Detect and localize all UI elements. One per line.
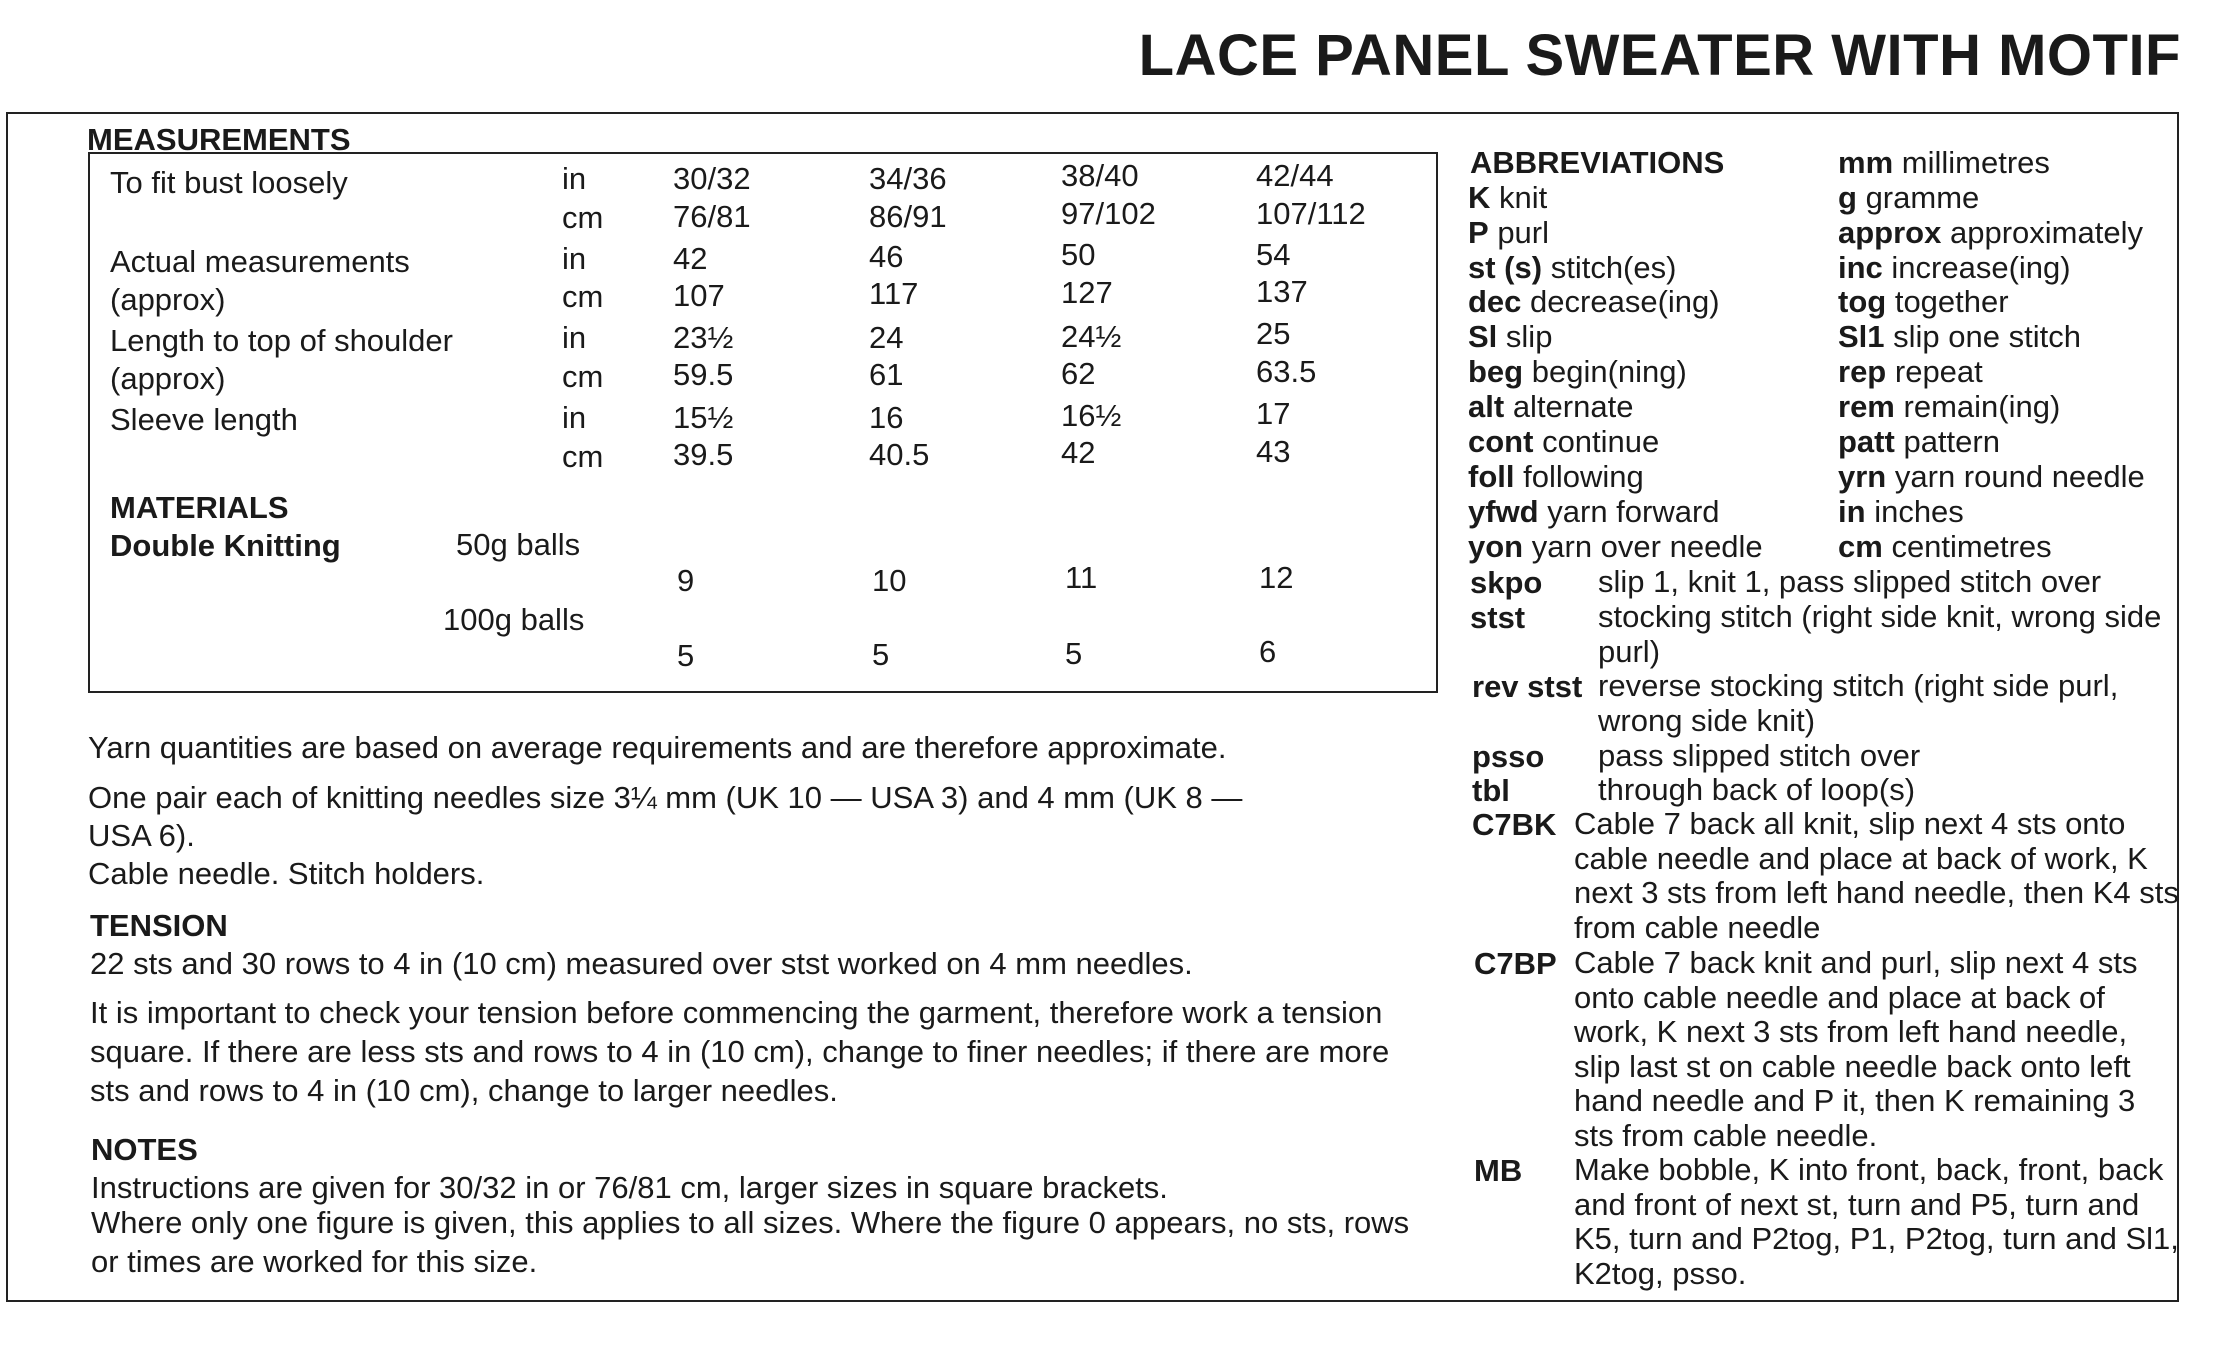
- meas-value: 86/91: [869, 199, 947, 234]
- tension-paragraph: It is important to check your tension before commencing the garment, therefore work a tension square. If there are less sts and rows to 4 in (10 cm), change to finer needles; if there are more sts and rows to 4 in (10 cm), change to larger needles.: [90, 995, 1390, 1108]
- meas-value: 24½: [1061, 319, 1122, 354]
- abbr-item: foll following: [1468, 459, 1644, 494]
- abbr-item: dec decrease(ing): [1468, 284, 1720, 319]
- abbr-item: mm millimetres: [1838, 145, 2050, 180]
- notes-heading: NOTES: [91, 1132, 198, 1167]
- meas-value: 17: [1256, 396, 1291, 431]
- meas-label: (approx): [110, 361, 226, 396]
- meas-unit: in: [562, 320, 587, 355]
- needles-line: One pair each of knitting needles size 3¼ mm (UK 10 — USA 3) and 4 mm (UK 8 —: [88, 780, 1243, 815]
- tension-line: 22 sts and 30 rows to 4 in (10 cm) measured over stst worked on 4 mm needles.: [90, 946, 1193, 981]
- meas-value: 16: [869, 400, 904, 435]
- balls-value: 5: [872, 637, 890, 672]
- meas-value: 42/44: [1256, 158, 1334, 193]
- meas-unit: in: [562, 161, 587, 196]
- meas-value: 24: [869, 320, 904, 355]
- meas-value: 107/112: [1256, 196, 1366, 231]
- meas-value: 43: [1256, 434, 1291, 469]
- meas-value: 137: [1256, 274, 1308, 309]
- def-text: reverse stocking stitch (right side purl, wrong side knit): [1598, 668, 2119, 738]
- balls-value: 12: [1259, 560, 1294, 595]
- meas-value: 107: [673, 278, 725, 313]
- abbr-item: beg begin(ning): [1468, 354, 1687, 389]
- meas-value: 50: [1061, 237, 1096, 272]
- balls-label: 50g balls: [456, 527, 581, 562]
- meas-label: Length to top of shoulder: [110, 323, 453, 358]
- meas-unit: cm: [562, 279, 604, 314]
- meas-value: 42: [673, 241, 708, 276]
- abbr-item: alt alternate: [1468, 389, 1634, 424]
- meas-label: (approx): [110, 282, 226, 317]
- meas-value: 25: [1256, 316, 1291, 351]
- meas-value: 46: [869, 239, 904, 274]
- meas-value: 23½: [673, 320, 734, 355]
- abbr-item: yfwd yarn forward: [1468, 494, 1720, 529]
- meas-value: 127: [1061, 275, 1113, 310]
- meas-unit: cm: [562, 200, 604, 235]
- meas-value: 97/102: [1061, 196, 1156, 231]
- balls-value: 6: [1259, 634, 1277, 669]
- abbr-item: st (s) stitch(es): [1468, 250, 1677, 285]
- meas-value: 76/81: [673, 199, 751, 234]
- abbr-item: tog together: [1838, 284, 2009, 319]
- meas-value: 117: [869, 276, 919, 311]
- notes-line: Instructions are given for 30/32 in or 76/81 cm, larger sizes in square brackets.: [91, 1170, 1168, 1205]
- def-key: stst: [1470, 600, 1526, 635]
- abbreviations-heading: ABBREVIATIONS: [1470, 145, 1725, 180]
- def-text: stocking stitch (right side knit, wrong side purl): [1598, 599, 2162, 669]
- abbr-item: cont continue: [1468, 424, 1660, 459]
- notes-paragraph: Where only one figure is given, this applies to all sizes. Where the figure 0 appears, no sts, rows or times are worked for this size.: [91, 1205, 1410, 1279]
- def-text: pass slipped stitch over: [1598, 738, 1921, 773]
- meas-label: Actual measurements: [110, 244, 410, 279]
- balls-label: 100g balls: [443, 602, 585, 637]
- def-text: Make bobble, K into front, back, front, back and front of next st, turn and P5, turn and K5, turn and P2tog, P1, P2tog, turn and Sl1, K2tog, psso.: [1574, 1152, 2179, 1291]
- abbr-item: yon yarn over needle: [1468, 529, 1763, 564]
- balls-value: 5: [1065, 636, 1083, 671]
- def-text: Cable 7 back knit and purl, slip next 4 sts onto cable needle and place at back of work, K next 3 sts from left hand needle, slip last st on cable needle back onto left hand needle and P it, then K remaining 3 sts from cable needle.: [1574, 945, 2138, 1153]
- meas-value: 61: [869, 357, 904, 392]
- materials-heading: MATERIALS: [110, 490, 289, 525]
- abbr-item: g gramme: [1838, 180, 1980, 215]
- meas-value: 62: [1061, 356, 1096, 391]
- meas-value: 38/40: [1061, 158, 1139, 193]
- meas-value: 30/32: [673, 161, 751, 196]
- abbr-item: patt pattern: [1838, 424, 2000, 459]
- materials-yarn: Double Knitting: [110, 528, 341, 563]
- cable-line: Cable needle. Stitch holders.: [88, 856, 485, 891]
- abbr-item: rem remain(ing): [1838, 389, 2061, 424]
- needles-line: USA 6).: [88, 818, 195, 853]
- meas-label: Sleeve length: [110, 402, 298, 437]
- abbr-item: inc increase(ing): [1838, 250, 2071, 285]
- abbr-item: in inches: [1838, 494, 1964, 529]
- meas-label: To fit bust loosely: [110, 165, 348, 200]
- yarn-note: Yarn quantities are based on average requirements and are therefore approximate.: [88, 730, 1227, 765]
- def-key: MB: [1474, 1153, 1523, 1188]
- tension-heading: TENSION: [90, 908, 228, 943]
- def-key: C7BK: [1472, 807, 1557, 842]
- balls-value: 10: [872, 563, 907, 598]
- balls-value: 11: [1065, 560, 1098, 595]
- def-text: slip 1, knit 1, pass slipped stitch over: [1598, 564, 2102, 599]
- page-title: LACE PANEL SWEATER WITH MOTIF: [1138, 23, 2181, 88]
- abbr-item: rep repeat: [1838, 354, 1983, 389]
- meas-value: 54: [1256, 237, 1291, 272]
- abbr-item: approx approximately: [1838, 215, 2143, 250]
- balls-value: 5: [677, 638, 695, 673]
- meas-value: 42: [1061, 435, 1096, 470]
- def-text: through back of loop(s): [1598, 772, 1916, 807]
- def-key: skpo: [1470, 565, 1543, 600]
- meas-value: 15½: [673, 400, 734, 435]
- abbr-item: cm centimetres: [1838, 529, 2052, 564]
- def-key: tbl: [1472, 773, 1510, 808]
- meas-value: 63.5: [1256, 354, 1317, 389]
- meas-value: 40.5: [869, 437, 930, 472]
- meas-value: 39.5: [673, 437, 734, 472]
- meas-unit: in: [562, 400, 587, 435]
- meas-value: 34/36: [869, 161, 947, 196]
- def-key: psso: [1472, 739, 1545, 774]
- abbr-item: P purl: [1468, 215, 1550, 250]
- def-text: Cable 7 back all knit, slip next 4 sts onto cable needle and place at back of work, K next 3 sts from left hand needle, then K4 sts from cable needle: [1574, 806, 2179, 945]
- meas-value: 16½: [1061, 398, 1122, 433]
- def-key: rev stst: [1472, 669, 1583, 704]
- meas-value: 59.5: [673, 357, 734, 392]
- balls-value: 9: [677, 563, 695, 598]
- meas-unit: in: [562, 241, 587, 276]
- meas-unit: cm: [562, 439, 604, 474]
- meas-unit: cm: [562, 359, 604, 394]
- def-key: C7BP: [1474, 946, 1557, 981]
- abbr-item: K knit: [1468, 180, 1548, 215]
- measurements-heading: MEASUREMENTS: [87, 122, 351, 157]
- abbr-item: Sl slip: [1468, 319, 1553, 354]
- abbr-item: Sl1 slip one stitch: [1838, 319, 2081, 354]
- abbr-item: yrn yarn round needle: [1838, 459, 2145, 494]
